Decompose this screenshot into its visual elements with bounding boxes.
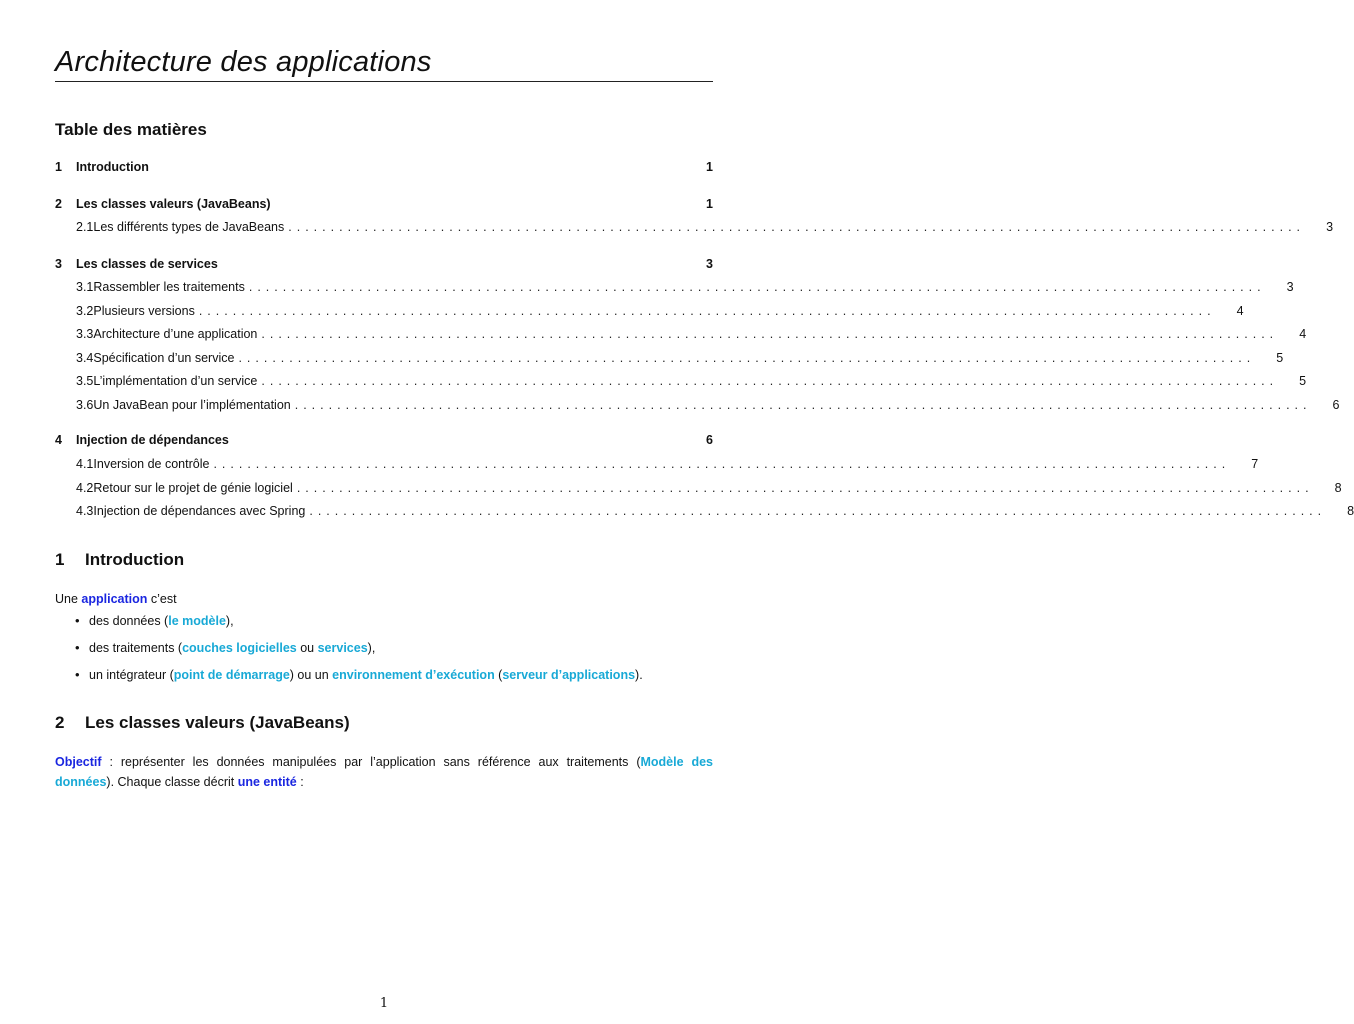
section-heading-javabeans (55, 713, 350, 733)
list-item (75, 667, 643, 682)
text: c’est (147, 592, 177, 606)
list-item (75, 640, 375, 655)
toc-number: 4 (55, 433, 62, 447)
toc-page-number: 8 (1334, 481, 1342, 495)
text: ). Chaque classe décrit (106, 775, 238, 789)
toc-entry[interactable] (55, 504, 1354, 522)
toc-title: Architecture d’une application (93, 327, 258, 341)
toc-leader-dots: ........................................................................................................................ (213, 457, 1231, 471)
toc-number: 2.1 (76, 220, 94, 234)
keyword-link[interactable]: environnement d’exécution (332, 668, 495, 682)
toc-number: 1 (55, 160, 62, 174)
toc-leader-dots: ........................................................................................................................ (261, 327, 1279, 341)
toc-page-number: 3 (706, 257, 713, 271)
page-number: 1 (379, 996, 389, 1011)
toc-page-number: 1 (706, 160, 713, 174)
bullet-icon: • (75, 613, 80, 628)
list-item (75, 613, 234, 628)
toc-leader-dots: ........................................................................................................................ (309, 504, 1327, 518)
text: ), (367, 641, 376, 655)
title-rule (55, 81, 713, 82)
toc-title: Injection de dépendances (76, 433, 229, 447)
toc-title: Les classes de services (76, 257, 218, 271)
toc-leader-dots: ........................................................................................................................ (248, 280, 1266, 294)
keyword-link[interactable]: Modèle des données (55, 755, 713, 789)
text: ) ou un (289, 668, 333, 682)
toc-page-number: 3 (1326, 220, 1334, 234)
text: ). (635, 668, 643, 682)
toc-page-number: 1 (706, 197, 713, 211)
section-title: Les classes valeurs (JavaBeans) (85, 713, 350, 732)
text: des traitements ( (89, 641, 183, 655)
toc-number: 3 (55, 257, 62, 271)
toc-title: Inversion de contrôle (93, 457, 210, 471)
toc-entry[interactable] (55, 304, 1244, 322)
text: ), (225, 614, 234, 628)
toc-page-number: 6 (706, 433, 713, 447)
text: ( (494, 668, 503, 682)
toc-leader-dots: ........................................................................................................................ (296, 481, 1314, 495)
toc-number: 3.1 (76, 280, 94, 294)
toc-entry[interactable] (55, 257, 713, 275)
toc-leader-dots: ........................................................................................................................ (288, 220, 1306, 234)
toc-leader-dots: ........................................................................................................................ (261, 374, 1279, 388)
toc-page-number: 5 (1299, 374, 1307, 388)
bullet-icon: • (75, 667, 80, 682)
toc-title: Rassembler les traitements (93, 280, 245, 294)
keyword-link[interactable]: le modèle (168, 614, 226, 628)
keyword-link[interactable]: serveur d’applications (502, 668, 636, 682)
objective-paragraph (55, 752, 713, 792)
toc-number: 4.1 (76, 457, 94, 471)
toc-heading: Table des matières (55, 120, 207, 139)
toc-number: 3.5 (76, 374, 94, 388)
toc-number: 4.3 (76, 504, 94, 518)
toc-number: 4.2 (76, 481, 94, 495)
keyword-application[interactable]: application (81, 592, 148, 606)
section-number: 2 (55, 713, 65, 732)
section-heading-introduction (55, 550, 184, 570)
toc-number: 2 (55, 197, 62, 211)
toc-entry[interactable] (55, 197, 713, 215)
text: Une (55, 592, 82, 606)
toc-entry[interactable] (55, 481, 1342, 499)
toc-title: Spécification d’un service (93, 351, 235, 365)
text: des données ( (89, 614, 169, 628)
toc-leader-dots: ........................................................................................................................ (238, 351, 1256, 365)
toc-entry[interactable] (55, 160, 713, 178)
toc-entry[interactable] (55, 220, 1334, 238)
toc-title: Les différents types de JavaBeans (93, 220, 285, 234)
toc-number: 3.6 (76, 398, 94, 412)
keyword-objectif[interactable]: Objectif (55, 755, 102, 769)
toc-entry[interactable] (55, 327, 1307, 345)
toc-leader-dots: ........................................................................................................................ (294, 398, 1312, 412)
toc-entry[interactable] (55, 457, 1259, 475)
text: un intégrateur ( (89, 668, 174, 682)
toc-entry[interactable] (55, 280, 1294, 298)
toc-number: 3.3 (76, 327, 94, 341)
section-number: 1 (55, 550, 65, 569)
toc-number: 3.4 (76, 351, 94, 365)
keyword-entite[interactable]: une entité (237, 775, 297, 789)
toc-title: L’implémentation d’un service (93, 374, 258, 388)
toc-page-number: 4 (1236, 304, 1244, 318)
keyword-link[interactable]: point de démarrage (173, 668, 290, 682)
toc-leader-dots: ........................................................................................................................ (198, 304, 1216, 318)
toc-page-number: 3 (1286, 280, 1294, 294)
bullet-icon: • (75, 640, 80, 655)
toc-entry[interactable] (55, 433, 713, 451)
toc-entry[interactable] (55, 398, 1340, 416)
keyword-link[interactable]: couches logicielles (182, 641, 297, 655)
document-title: Architecture des applications (55, 46, 432, 78)
toc-page-number: 5 (1276, 351, 1284, 365)
text: ou (296, 641, 318, 655)
section-title: Introduction (85, 550, 185, 569)
toc-page-number: 4 (1299, 327, 1307, 341)
text: : représenter les données manipulées par l’application sans référence aux traitements ( (101, 755, 641, 769)
toc-entry[interactable] (55, 351, 1284, 369)
toc-title: Injection de dépendances avec Spring (93, 504, 306, 518)
toc-title: Les classes valeurs (JavaBeans) (76, 197, 271, 211)
toc-entry[interactable] (55, 374, 1307, 392)
toc-number: 3.2 (76, 304, 94, 318)
toc-title: Un JavaBean pour l’implémentation (93, 398, 291, 412)
toc-page-number: 6 (1332, 398, 1340, 412)
keyword-link[interactable]: services (317, 641, 368, 655)
toc-page-number: 7 (1251, 457, 1259, 471)
text: : (296, 775, 304, 789)
toc-title: Retour sur le projet de génie logiciel (93, 481, 293, 495)
toc-title: Introduction (76, 160, 149, 174)
toc-page-number: 8 (1347, 504, 1354, 518)
toc-title: Plusieurs versions (93, 304, 195, 318)
intro-lead (55, 589, 713, 609)
